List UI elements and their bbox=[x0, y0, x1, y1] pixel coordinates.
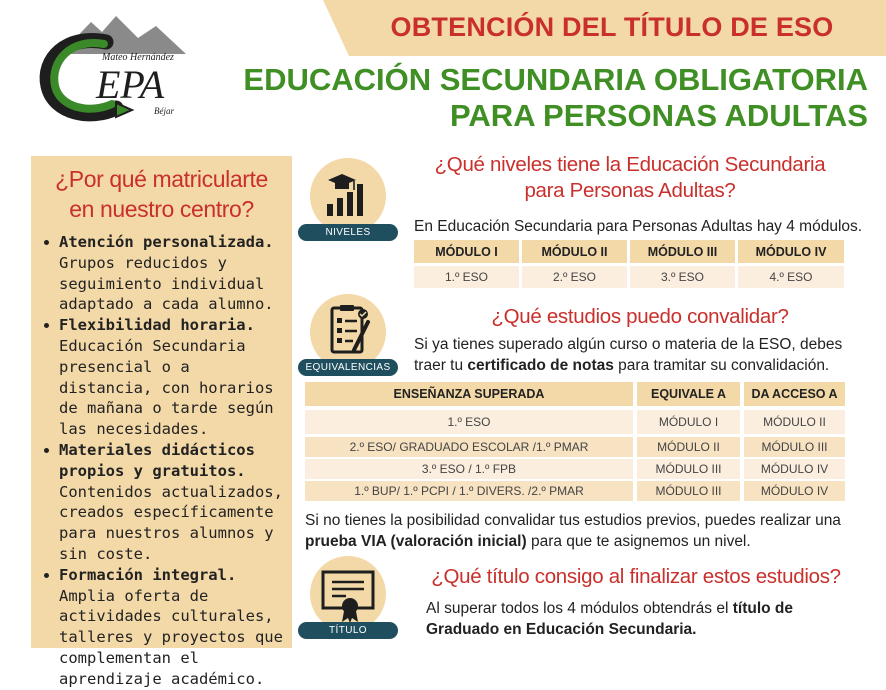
page-title-line1: EDUCACIÓN SECUNDARIA OBLIGATORIA bbox=[243, 62, 868, 97]
niveles-intro: En Educación Secundaria para Personas Adultas hay 4 módulos. bbox=[414, 218, 863, 235]
titulo-label: TÍTULO bbox=[298, 622, 398, 639]
niveles-label: NIVELES bbox=[298, 224, 398, 241]
page-title bbox=[228, 62, 868, 134]
table-cell: 2.º ESO/ GRADUADO ESCOLAR /1.º PMAR bbox=[305, 437, 633, 457]
table-cell: MÓDULO III bbox=[744, 437, 845, 457]
table-cell: 2.º ESO bbox=[522, 266, 627, 288]
niveles-heading-line1: ¿Qué niveles tiene la Educación Secundaria bbox=[434, 153, 826, 176]
table-cell: 1.º ESO bbox=[414, 266, 519, 288]
table-header-cell: MÓDULO II bbox=[522, 240, 627, 263]
table-header-cell: ENSEÑANZA SUPERADA bbox=[305, 382, 633, 406]
via-text: Si no tienes la posibilidad convalidar tus estudios previos, puedes realizar una prueba VIA (valoración inicial) para que te asignemos un nivel. bbox=[305, 512, 841, 550]
why-heading-line1: ¿Por qué matricularte bbox=[55, 166, 268, 192]
titulo-text: Al superar todos los 4 módulos obtendrás el título de Graduado en Educación Secundaria. bbox=[426, 600, 794, 638]
table-cell: 3.º ESO bbox=[630, 266, 735, 288]
table-header-cell: DA ACCESO A bbox=[744, 382, 845, 406]
table-cell: MÓDULO II bbox=[744, 410, 845, 434]
niveles-icon-block bbox=[298, 158, 398, 242]
reason-item: Atención personalizada. Grupos reducidos y seguimiento individual adaptado a cada alumno. bbox=[43, 232, 291, 315]
convalidar-heading: ¿Qué estudios puedo convalidar? bbox=[491, 305, 789, 328]
table-cell: 1.º ESO bbox=[305, 410, 633, 434]
why-heading bbox=[31, 164, 292, 224]
table-cell: 3.º ESO / 1.º FPB bbox=[305, 459, 633, 479]
titulo-icon-block bbox=[298, 556, 398, 640]
table-cell: MÓDULO II bbox=[637, 437, 740, 457]
diploma-certificate-icon bbox=[310, 556, 386, 632]
table-cell: MÓDULO IV bbox=[744, 481, 845, 501]
reason-item: Formación integral. Amplia oferta de actividades culturales, talleres y proyectos que complementan el aprendizaje académico. bbox=[43, 565, 291, 690]
niveles-icon-circle bbox=[310, 158, 386, 234]
logo-small-text: Mateo Hernández bbox=[102, 52, 174, 63]
table-cell: MÓDULO III bbox=[637, 459, 740, 479]
equivalencias-icon-block bbox=[298, 294, 398, 378]
niveles-heading bbox=[410, 152, 850, 204]
reasons-list bbox=[43, 232, 291, 690]
convalidar-text: Si ya tienes superado algún curso o materia de la ESO, debes traer tu certificado de notas para tramitar su convalidación. bbox=[414, 336, 843, 374]
why-panel bbox=[31, 156, 292, 688]
epa-logo bbox=[36, 8, 206, 128]
equivalencias-label: EQUIVALENCIAS bbox=[298, 359, 398, 376]
table-header-cell: MÓDULO IV bbox=[738, 240, 844, 263]
titulo-icon-circle bbox=[310, 556, 386, 632]
logo-place: Béjar bbox=[154, 106, 174, 116]
table-header-cell: MÓDULO I bbox=[414, 240, 519, 263]
banner-title: OBTENCIÓN DEL TÍTULO DE ESO bbox=[390, 12, 834, 42]
table-cell: 4.º ESO bbox=[738, 266, 844, 288]
graduation-chart-icon bbox=[310, 158, 386, 234]
logo-letters: EPA bbox=[96, 62, 165, 107]
reason-item: Materiales didácticos propios y gratuitos. Contenidos actualizados, creados específicamente para nuestros alumnos y sin coste. bbox=[43, 440, 291, 565]
table-cell: MÓDULO IV bbox=[744, 459, 845, 479]
niveles-heading-line2: para Personas Adultas? bbox=[524, 179, 736, 202]
why-heading-line2: en nuestro centro? bbox=[69, 196, 254, 222]
titulo-heading: ¿Qué título consigo al finalizar estos estudios? bbox=[431, 565, 841, 588]
reason-item: Flexibilidad horaria. Educación Secundaria presencial o a distancia, con horarios de mañana o tarde según las necesidades. bbox=[43, 315, 291, 440]
table-cell: 1.º BUP/ 1.º PCPI / 1.º DIVERS. /2.º PMAR bbox=[305, 481, 633, 501]
page-title-line2: PARA PERSONAS ADULTAS bbox=[450, 98, 868, 133]
table-header-cell: EQUIVALE A bbox=[637, 382, 740, 406]
table-cell: MÓDULO III bbox=[637, 481, 740, 501]
table-cell: MÓDULO I bbox=[637, 410, 740, 434]
table-header-cell: MÓDULO III bbox=[630, 240, 735, 263]
